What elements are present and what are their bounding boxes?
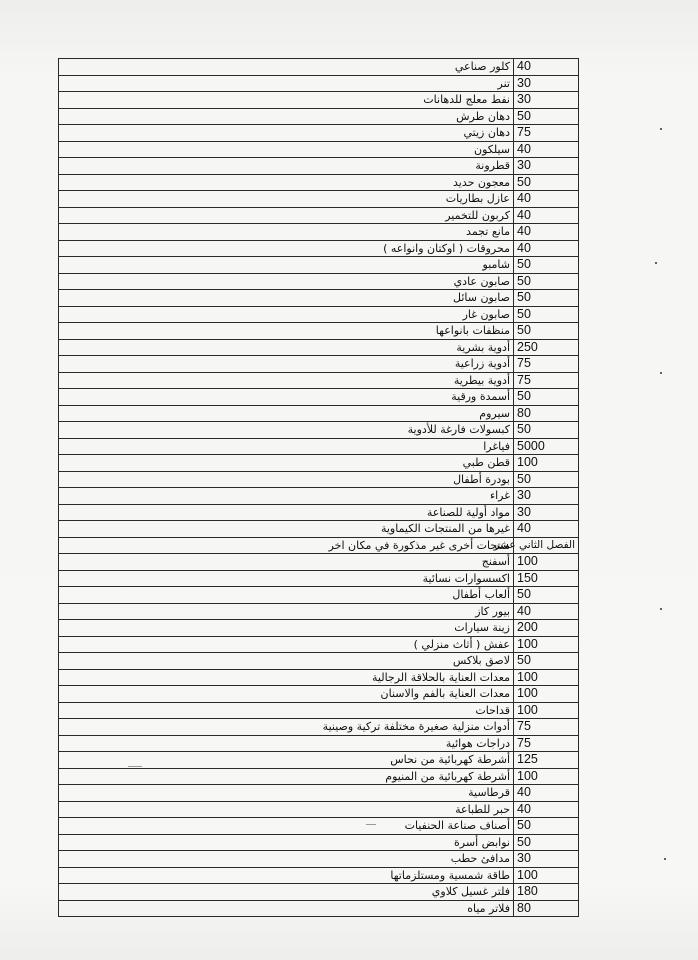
table-row	[59, 834, 579, 851]
table-row	[59, 636, 579, 653]
item-name-cell: دهان زيتي	[59, 125, 514, 142]
value-cell: 40	[514, 240, 579, 257]
table-row	[59, 174, 579, 191]
item-name-cell: أدوية زراعية	[59, 356, 514, 373]
value-cell: 100	[514, 867, 579, 884]
value-cell: 30	[514, 75, 579, 92]
value-cell: 125	[514, 752, 579, 769]
table-row	[59, 207, 579, 224]
item-name-cell: طاقة شمسية ومستلزماتها	[59, 867, 514, 884]
item-name-cell: صابون عادي	[59, 273, 514, 290]
value-cell: 75	[514, 125, 579, 142]
tariff-table-body	[59, 59, 579, 917]
value-cell: 40	[514, 191, 579, 208]
table-row	[59, 851, 579, 868]
item-name-cell: قرطاسية	[59, 785, 514, 802]
table-row	[59, 389, 579, 406]
value-cell: 30	[514, 158, 579, 175]
item-name-cell: أدوية بشرية	[59, 339, 514, 356]
table-row	[59, 290, 579, 307]
value-cell: 30	[514, 488, 579, 505]
item-name-cell: سيلكون	[59, 141, 514, 158]
scan-speck	[655, 262, 657, 264]
table-row	[59, 356, 579, 373]
value-cell: 50	[514, 653, 579, 670]
item-name-cell: بودرة أطفال	[59, 471, 514, 488]
table-row	[59, 158, 579, 175]
table-row	[59, 59, 579, 76]
item-name-cell: نوابض أسرة	[59, 834, 514, 851]
table-row	[59, 405, 579, 422]
table-row	[59, 719, 579, 736]
item-name-cell: حبر للطباعة	[59, 801, 514, 818]
table-row	[59, 438, 579, 455]
value-cell: 100	[514, 455, 579, 472]
value-cell: 40	[514, 141, 579, 158]
value-cell: 250	[514, 339, 579, 356]
table-row	[59, 488, 579, 505]
item-name-cell: كربون للتخمير	[59, 207, 514, 224]
item-name-cell: فلاتر مياه	[59, 900, 514, 917]
item-name-cell: منتجات أخرى غير مذكورة في مكان اخر	[59, 537, 514, 554]
value-cell: 50	[514, 174, 579, 191]
table-row	[59, 224, 579, 241]
table-row	[59, 108, 579, 125]
table-row	[59, 257, 579, 274]
value-cell: 40	[514, 603, 579, 620]
table-row	[59, 306, 579, 323]
item-name-cell: أشرطة كهربائية من المنيوم	[59, 768, 514, 785]
item-name-cell: أشرطة كهربائية من نحاس	[59, 752, 514, 769]
item-name-cell: كلور صناعي	[59, 59, 514, 76]
value-cell: 100	[514, 686, 579, 703]
item-name-cell: قطرونة	[59, 158, 514, 175]
table-row	[59, 570, 579, 587]
table-row	[59, 455, 579, 472]
value-cell: 30	[514, 504, 579, 521]
table-row	[59, 92, 579, 109]
value-cell: 50	[514, 108, 579, 125]
value-cell: 100	[514, 669, 579, 686]
table-row	[59, 735, 579, 752]
item-name-cell: محروقات ( اوكتان وانواعه )	[59, 240, 514, 257]
table-row	[59, 669, 579, 686]
item-name-cell: سيروم	[59, 405, 514, 422]
table-row	[59, 339, 579, 356]
value-cell: 50	[514, 818, 579, 835]
value-cell: الفصل الثاني عشر	[514, 537, 579, 554]
table-row	[59, 504, 579, 521]
table-row	[59, 471, 579, 488]
tariff-table	[58, 58, 579, 917]
value-cell: 50	[514, 257, 579, 274]
item-name-cell: صابون سائل	[59, 290, 514, 307]
item-name-cell: مواد أولية للصناعة	[59, 504, 514, 521]
table-row	[59, 191, 579, 208]
scan-speck	[660, 128, 662, 130]
value-cell: 75	[514, 735, 579, 752]
table-row	[59, 323, 579, 340]
item-name-cell: بيور كاز	[59, 603, 514, 620]
item-name-cell: مانع تجمد	[59, 224, 514, 241]
item-name-cell: منظفات بانواعها	[59, 323, 514, 340]
table-row	[59, 603, 579, 620]
value-cell: 200	[514, 620, 579, 637]
item-name-cell: قداحات	[59, 702, 514, 719]
value-cell: 75	[514, 356, 579, 373]
table-row	[59, 818, 579, 835]
item-name-cell: عفش ( أثاث منزلي )	[59, 636, 514, 653]
value-cell: 50	[514, 306, 579, 323]
table-row	[59, 801, 579, 818]
value-cell: 30	[514, 851, 579, 868]
value-cell: 100	[514, 702, 579, 719]
item-name-cell: أصناف صناعة الحنفيات	[59, 818, 514, 835]
item-name-cell: كبسولات فارغة للأدوية	[59, 422, 514, 439]
item-name-cell: أسمدة ورقية	[59, 389, 514, 406]
table-row	[59, 141, 579, 158]
table-row	[59, 240, 579, 257]
value-cell: 50	[514, 422, 579, 439]
value-cell: 75	[514, 719, 579, 736]
item-name-cell: معدات العناية بالفم والاسنان	[59, 686, 514, 703]
value-cell: 50	[514, 323, 579, 340]
value-cell: 40	[514, 207, 579, 224]
item-name-cell: أدوية بيطرية	[59, 372, 514, 389]
item-name-cell: قطن طبي	[59, 455, 514, 472]
table-row	[59, 768, 579, 785]
value-cell: 30	[514, 92, 579, 109]
item-name-cell: معدات العناية بالحلاقة الرجالية	[59, 669, 514, 686]
scan-streak	[366, 824, 376, 825]
value-cell: 80	[514, 405, 579, 422]
value-cell: 40	[514, 224, 579, 241]
table-row	[59, 653, 579, 670]
value-cell: 180	[514, 884, 579, 901]
scan-streak	[128, 766, 142, 767]
value-cell: 40	[514, 785, 579, 802]
item-name-cell: اكسسوارات نسائية	[59, 570, 514, 587]
value-cell: 150	[514, 570, 579, 587]
table-row	[59, 884, 579, 901]
item-name-cell: غراء	[59, 488, 514, 505]
value-cell: 100	[514, 554, 579, 571]
table-row	[59, 867, 579, 884]
value-cell: 80	[514, 900, 579, 917]
item-name-cell: معجون حديد	[59, 174, 514, 191]
value-cell: 50	[514, 587, 579, 604]
table-row	[59, 75, 579, 92]
value-cell: 50	[514, 834, 579, 851]
value-cell: 40	[514, 801, 579, 818]
item-name-cell: أسفنج	[59, 554, 514, 571]
table-row	[59, 587, 579, 604]
item-name-cell: فياغرا	[59, 438, 514, 455]
item-name-cell: دهان طرش	[59, 108, 514, 125]
item-name-cell: تنر	[59, 75, 514, 92]
scan-speck	[660, 372, 662, 374]
value-cell: 100	[514, 636, 579, 653]
table-row	[59, 620, 579, 637]
value-cell: 40	[514, 521, 579, 538]
table-row	[59, 686, 579, 703]
value-cell: 50	[514, 389, 579, 406]
item-name-cell: دراجات هوائية	[59, 735, 514, 752]
item-name-cell: نفط معلج للدهانات	[59, 92, 514, 109]
item-name-cell: شامبو	[59, 257, 514, 274]
table-row	[59, 785, 579, 802]
item-name-cell: زينة سيارات	[59, 620, 514, 637]
value-cell: 50	[514, 273, 579, 290]
item-name-cell: غيرها من المنتجات الكيماوية	[59, 521, 514, 538]
table-row	[59, 521, 579, 538]
scan-speck	[664, 858, 666, 860]
table-row	[59, 422, 579, 439]
item-name-cell: ألعاب أطفال	[59, 587, 514, 604]
value-cell: 50	[514, 290, 579, 307]
value-cell: 75	[514, 372, 579, 389]
table-row	[59, 125, 579, 142]
item-name-cell: أدوات منزلية صغيرة مختلفة تركية وصينية	[59, 719, 514, 736]
table-row	[59, 537, 579, 554]
value-cell: 40	[514, 59, 579, 76]
item-name-cell: فلتر غسيل كلاوي	[59, 884, 514, 901]
value-cell: 5000	[514, 438, 579, 455]
item-name-cell: عازل بطاريات	[59, 191, 514, 208]
scan-speck	[660, 608, 662, 610]
table-row	[59, 900, 579, 917]
table-row	[59, 273, 579, 290]
item-name-cell: مدافئ حطب	[59, 851, 514, 868]
value-cell: 100	[514, 768, 579, 785]
value-cell: 50	[514, 471, 579, 488]
table-row	[59, 372, 579, 389]
item-name-cell: لاصق بلاكس	[59, 653, 514, 670]
table-row	[59, 702, 579, 719]
item-name-cell: صابون غار	[59, 306, 514, 323]
table-row	[59, 554, 579, 571]
